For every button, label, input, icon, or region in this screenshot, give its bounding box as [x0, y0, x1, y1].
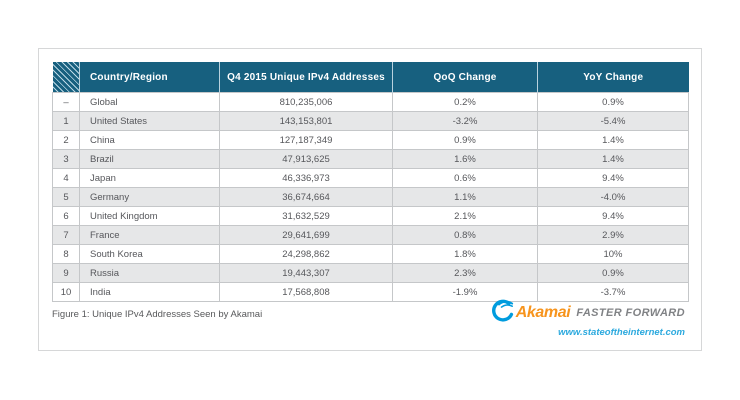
country-cell: South Korea [80, 245, 220, 264]
qoq-change-cell: -1.9% [393, 283, 538, 302]
table-row [53, 150, 689, 169]
country-cell: France [80, 226, 220, 245]
addresses-cell: 31,632,529 [220, 207, 393, 226]
yoy-change-cell: 0.9% [538, 93, 689, 112]
addresses-cell: 47,913,625 [220, 150, 393, 169]
yoy-change-cell: 9.4% [538, 207, 689, 226]
country-cell: Germany [80, 188, 220, 207]
table-row [53, 245, 689, 264]
akamai-swoosh-icon [489, 299, 514, 324]
rank-cell: 3 [53, 150, 80, 169]
addresses-cell: 46,336,973 [220, 169, 393, 188]
figure-caption: Figure 1: Unique IPv4 Addresses Seen by Akamai [52, 309, 263, 320]
addresses-cell: 17,568,808 [220, 283, 393, 302]
rank-cell: 4 [53, 169, 80, 188]
header-row [53, 62, 689, 93]
qoq-change-cell: 0.2% [393, 93, 538, 112]
header-q4-2015-unique-ipv4-addresses: Q4 2015 Unique IPv4 Addresses [220, 62, 393, 93]
table-header [53, 62, 689, 93]
qoq-change-cell: -3.2% [393, 112, 538, 131]
qoq-change-cell: 2.3% [393, 264, 538, 283]
addresses-cell: 29,641,699 [220, 226, 393, 245]
rank-cell: 9 [53, 264, 80, 283]
addresses-cell: 127,187,349 [220, 131, 393, 150]
yoy-change-cell: 1.4% [538, 150, 689, 169]
table-row [53, 169, 689, 188]
yoy-change-cell: 2.9% [538, 226, 689, 245]
qoq-change-cell: 0.8% [393, 226, 538, 245]
rank-cell: 6 [53, 207, 80, 226]
table-row [53, 112, 689, 131]
table-row [53, 226, 689, 245]
addresses-cell: 810,235,006 [220, 93, 393, 112]
addresses-cell: 24,298,862 [220, 245, 393, 264]
qoq-change-cell: 0.9% [393, 131, 538, 150]
rank-cell: 8 [53, 245, 80, 264]
yoy-change-cell: -4.0% [538, 188, 689, 207]
yoy-change-cell: 9.4% [538, 169, 689, 188]
rank-cell: 10 [53, 283, 80, 302]
header-qoq-change: QoQ Change [393, 62, 538, 93]
country-cell: Russia [80, 264, 220, 283]
qoq-change-cell: 2.1% [393, 207, 538, 226]
hatch-corner-cell [53, 62, 80, 93]
qoq-change-cell: 1.1% [393, 188, 538, 207]
country-cell: Global [80, 93, 220, 112]
yoy-change-cell: 1.4% [538, 131, 689, 150]
country-cell: United Kingdom [80, 207, 220, 226]
figure-card [38, 48, 702, 351]
akamai-logo [489, 299, 685, 338]
table-row [53, 131, 689, 150]
country-cell: Brazil [80, 150, 220, 169]
table-row [53, 264, 689, 283]
table-row [53, 93, 689, 112]
yoy-change-cell: 10% [538, 245, 689, 264]
yoy-change-cell: -5.4% [538, 112, 689, 131]
country-cell: China [80, 131, 220, 150]
country-cell: United States [80, 112, 220, 131]
addresses-cell: 19,443,307 [220, 264, 393, 283]
faster-forward-tagline: FASTER FORWARD [576, 306, 685, 319]
yoy-change-cell: -3.7% [538, 283, 689, 302]
rank-cell: 7 [53, 226, 80, 245]
country-cell: Japan [80, 169, 220, 188]
header-country-region: Country/Region [80, 62, 220, 93]
table-row [53, 207, 689, 226]
table-row [53, 188, 689, 207]
stateoftheinternet-link[interactable]: www.stateoftheinternet.com [558, 327, 685, 338]
rank-cell: 2 [53, 131, 80, 150]
addresses-cell: 143,153,801 [220, 112, 393, 131]
header-yoy-change: YoY Change [538, 62, 689, 93]
rank-cell: 5 [53, 188, 80, 207]
qoq-change-cell: 0.6% [393, 169, 538, 188]
addresses-cell: 36,674,664 [220, 188, 393, 207]
qoq-change-cell: 1.6% [393, 150, 538, 169]
table-body [53, 93, 689, 302]
qoq-change-cell: 1.8% [393, 245, 538, 264]
country-cell: India [80, 283, 220, 302]
ipv4-addresses-table [52, 62, 689, 302]
rank-cell: – [53, 93, 80, 112]
rank-cell: 1 [53, 112, 80, 131]
yoy-change-cell: 0.9% [538, 264, 689, 283]
akamai-wordmark: Akamai [515, 303, 571, 321]
